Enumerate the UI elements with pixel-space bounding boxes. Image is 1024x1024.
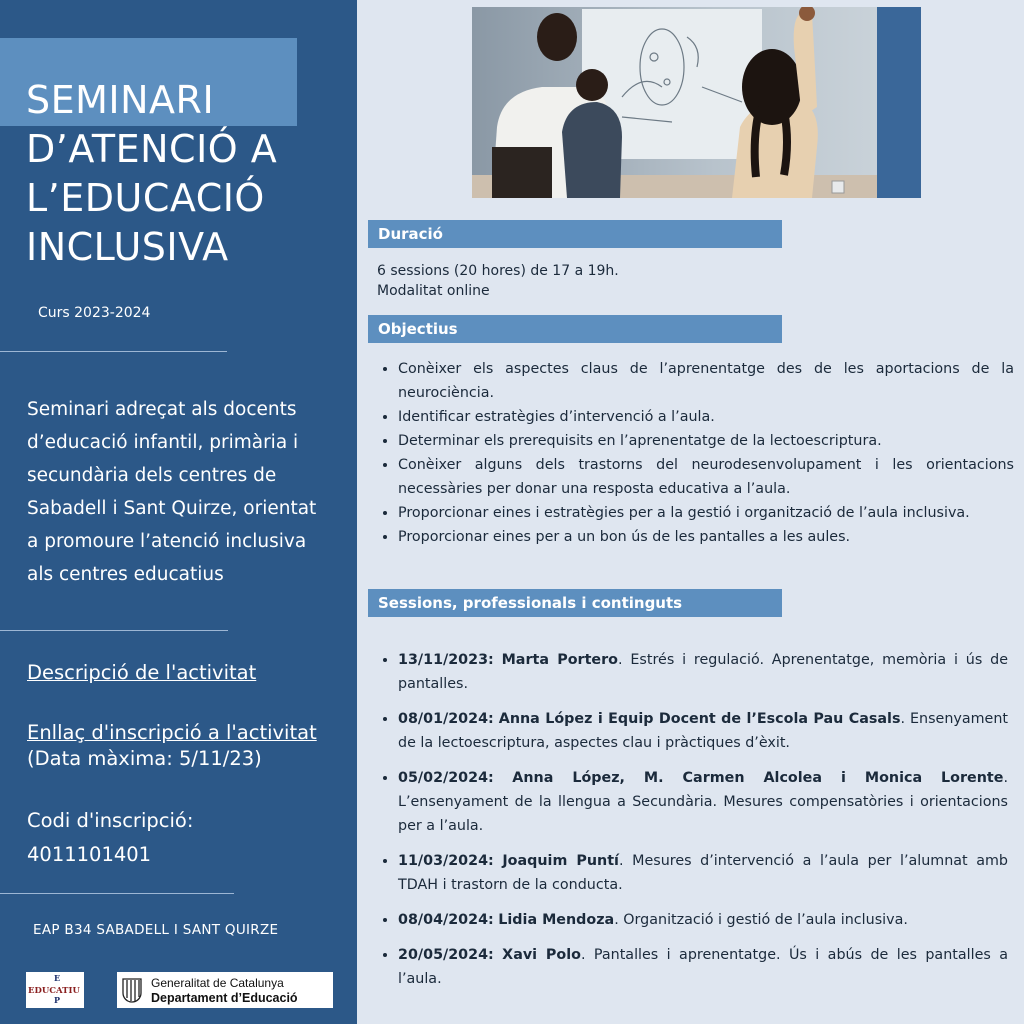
list-item: • Conèixer els aspectes claus de l’aprenentatge des de les aportacions de la neurociència. xyxy=(398,357,1014,405)
divider xyxy=(0,351,227,352)
photo-accent-bar xyxy=(877,7,921,198)
list-item: • Proporcionar eines i estratègies per a la gestió i organització de l’aula inclusiva. xyxy=(398,501,1014,525)
session-date: 20/05/2024: xyxy=(398,947,494,963)
session-topic: . Pantalles i aprenentatge. Ús i abús de les pantalles a l’aula. xyxy=(398,947,1008,987)
session-item xyxy=(398,707,1008,755)
section-heading-duracio: Duració xyxy=(368,220,782,248)
session-topic: . Estrés i regulació. Aprenentatge, memòria i ús de pantalles. xyxy=(398,652,1008,692)
session-professional: Lidia Mendoza xyxy=(498,912,615,928)
duration-text xyxy=(377,261,619,301)
deadline-text: (Data màxima: 5/11/23) xyxy=(27,747,262,770)
svg-text:EDUCATIU: EDUCATIU xyxy=(28,986,80,996)
eap-name: EAP B34 SABADELL I SANT QUIRZE xyxy=(33,922,279,938)
session-professional: Xavi Polo xyxy=(502,947,581,963)
registration-code-value: 4011101401 xyxy=(27,843,152,866)
section-heading-objectius: Objectius xyxy=(368,315,782,343)
classroom-photo xyxy=(472,7,877,198)
list-item: • Proporcionar eines per a un bon ús de les pantalles a les aules. xyxy=(398,525,1014,549)
session-topic: . Mesures d’intervenció a l’aula per l’alumnat amb TDAH i trastorn de la conducta. xyxy=(398,853,1009,893)
session-item xyxy=(398,849,1008,897)
course-year: Curs 2023-2024 xyxy=(38,305,151,321)
objectives-list xyxy=(377,357,1014,549)
session-date: 08/04/2024: xyxy=(398,912,494,928)
title-line: INCLUSIVA xyxy=(26,225,229,269)
seminar-description: Seminari adreçat als docents d’educació infantil, primària i secundària dels centres de Sabadell i Sant Quirze, orientat a promoure l’atenció inclusiva als centres educatius xyxy=(27,399,317,585)
session-item xyxy=(398,943,1008,991)
list-item: • Determinar els prerequisits en l’aprenentatge de la lectoescriptura. xyxy=(398,429,1014,453)
duration-line: 6 sessions (20 hores) de 17 a 19h. xyxy=(377,263,619,279)
list-item: • Conèixer alguns dels trastorns del neurodesenvolupament i les orientacions necessàries per donar una resposta educativa a l’aula. xyxy=(398,453,1014,501)
registration-code-label: Codi d'inscripció: xyxy=(27,809,194,832)
activity-description-link[interactable]: Descripció de l'activitat xyxy=(27,661,257,684)
svg-text:P: P xyxy=(54,995,61,1005)
educatiu-eap-logo xyxy=(26,972,84,1008)
session-professional: Marta Portero xyxy=(501,652,618,668)
title-line: D’ATENCIÓ A xyxy=(26,127,278,171)
title-line: SEMINARI xyxy=(26,78,215,122)
session-professional: Anna López i Equip Docent de l’Escola Pau Casals xyxy=(498,711,901,727)
session-date: 13/11/2023: xyxy=(398,652,494,668)
section-heading-sessions: Sessions, professionals i continguts xyxy=(368,589,782,617)
list-item: • Identificar estratègies d’intervenció a l’aula. xyxy=(398,405,1014,429)
session-date: 08/01/2024: xyxy=(398,711,494,727)
divider xyxy=(0,893,234,894)
session-item xyxy=(398,648,1008,696)
session-topic: . L’ensenyament de la llengua a Secundària. Mesures compensatòries i orientacions per a l’aula. xyxy=(398,770,1008,834)
svg-text:E: E xyxy=(54,973,61,983)
generalitat-line2: Departament d’Educació xyxy=(151,991,298,1005)
registration-link[interactable]: Enllaç d'inscripció a l'activitat xyxy=(27,721,317,744)
sessions-list xyxy=(377,648,1008,1002)
session-date: 11/03/2024: xyxy=(398,853,494,869)
generalitat-line1: Generalitat de Catalunya xyxy=(151,976,284,990)
generalitat-logo xyxy=(117,972,333,1008)
session-topic: . Organització i gestió de l’aula inclusiva. xyxy=(614,912,908,928)
session-professional: Anna López, M. Carmen Alcolea i Monica Lorente xyxy=(512,770,1004,786)
left-panel xyxy=(0,0,357,1024)
session-professional: Joaquim Puntí xyxy=(502,853,619,869)
session-date: 05/02/2024: xyxy=(398,770,494,786)
modality-line: Modalitat online xyxy=(377,283,490,299)
session-topic: . Ensenyament de la lectoescriptura, aspectes clau i pràctiques d’èxit. xyxy=(398,711,1009,751)
divider xyxy=(0,630,228,631)
title-line: L’EDUCACIÓ xyxy=(26,176,265,220)
session-item xyxy=(398,766,1008,838)
session-item xyxy=(398,908,1008,932)
page-title xyxy=(26,76,277,272)
